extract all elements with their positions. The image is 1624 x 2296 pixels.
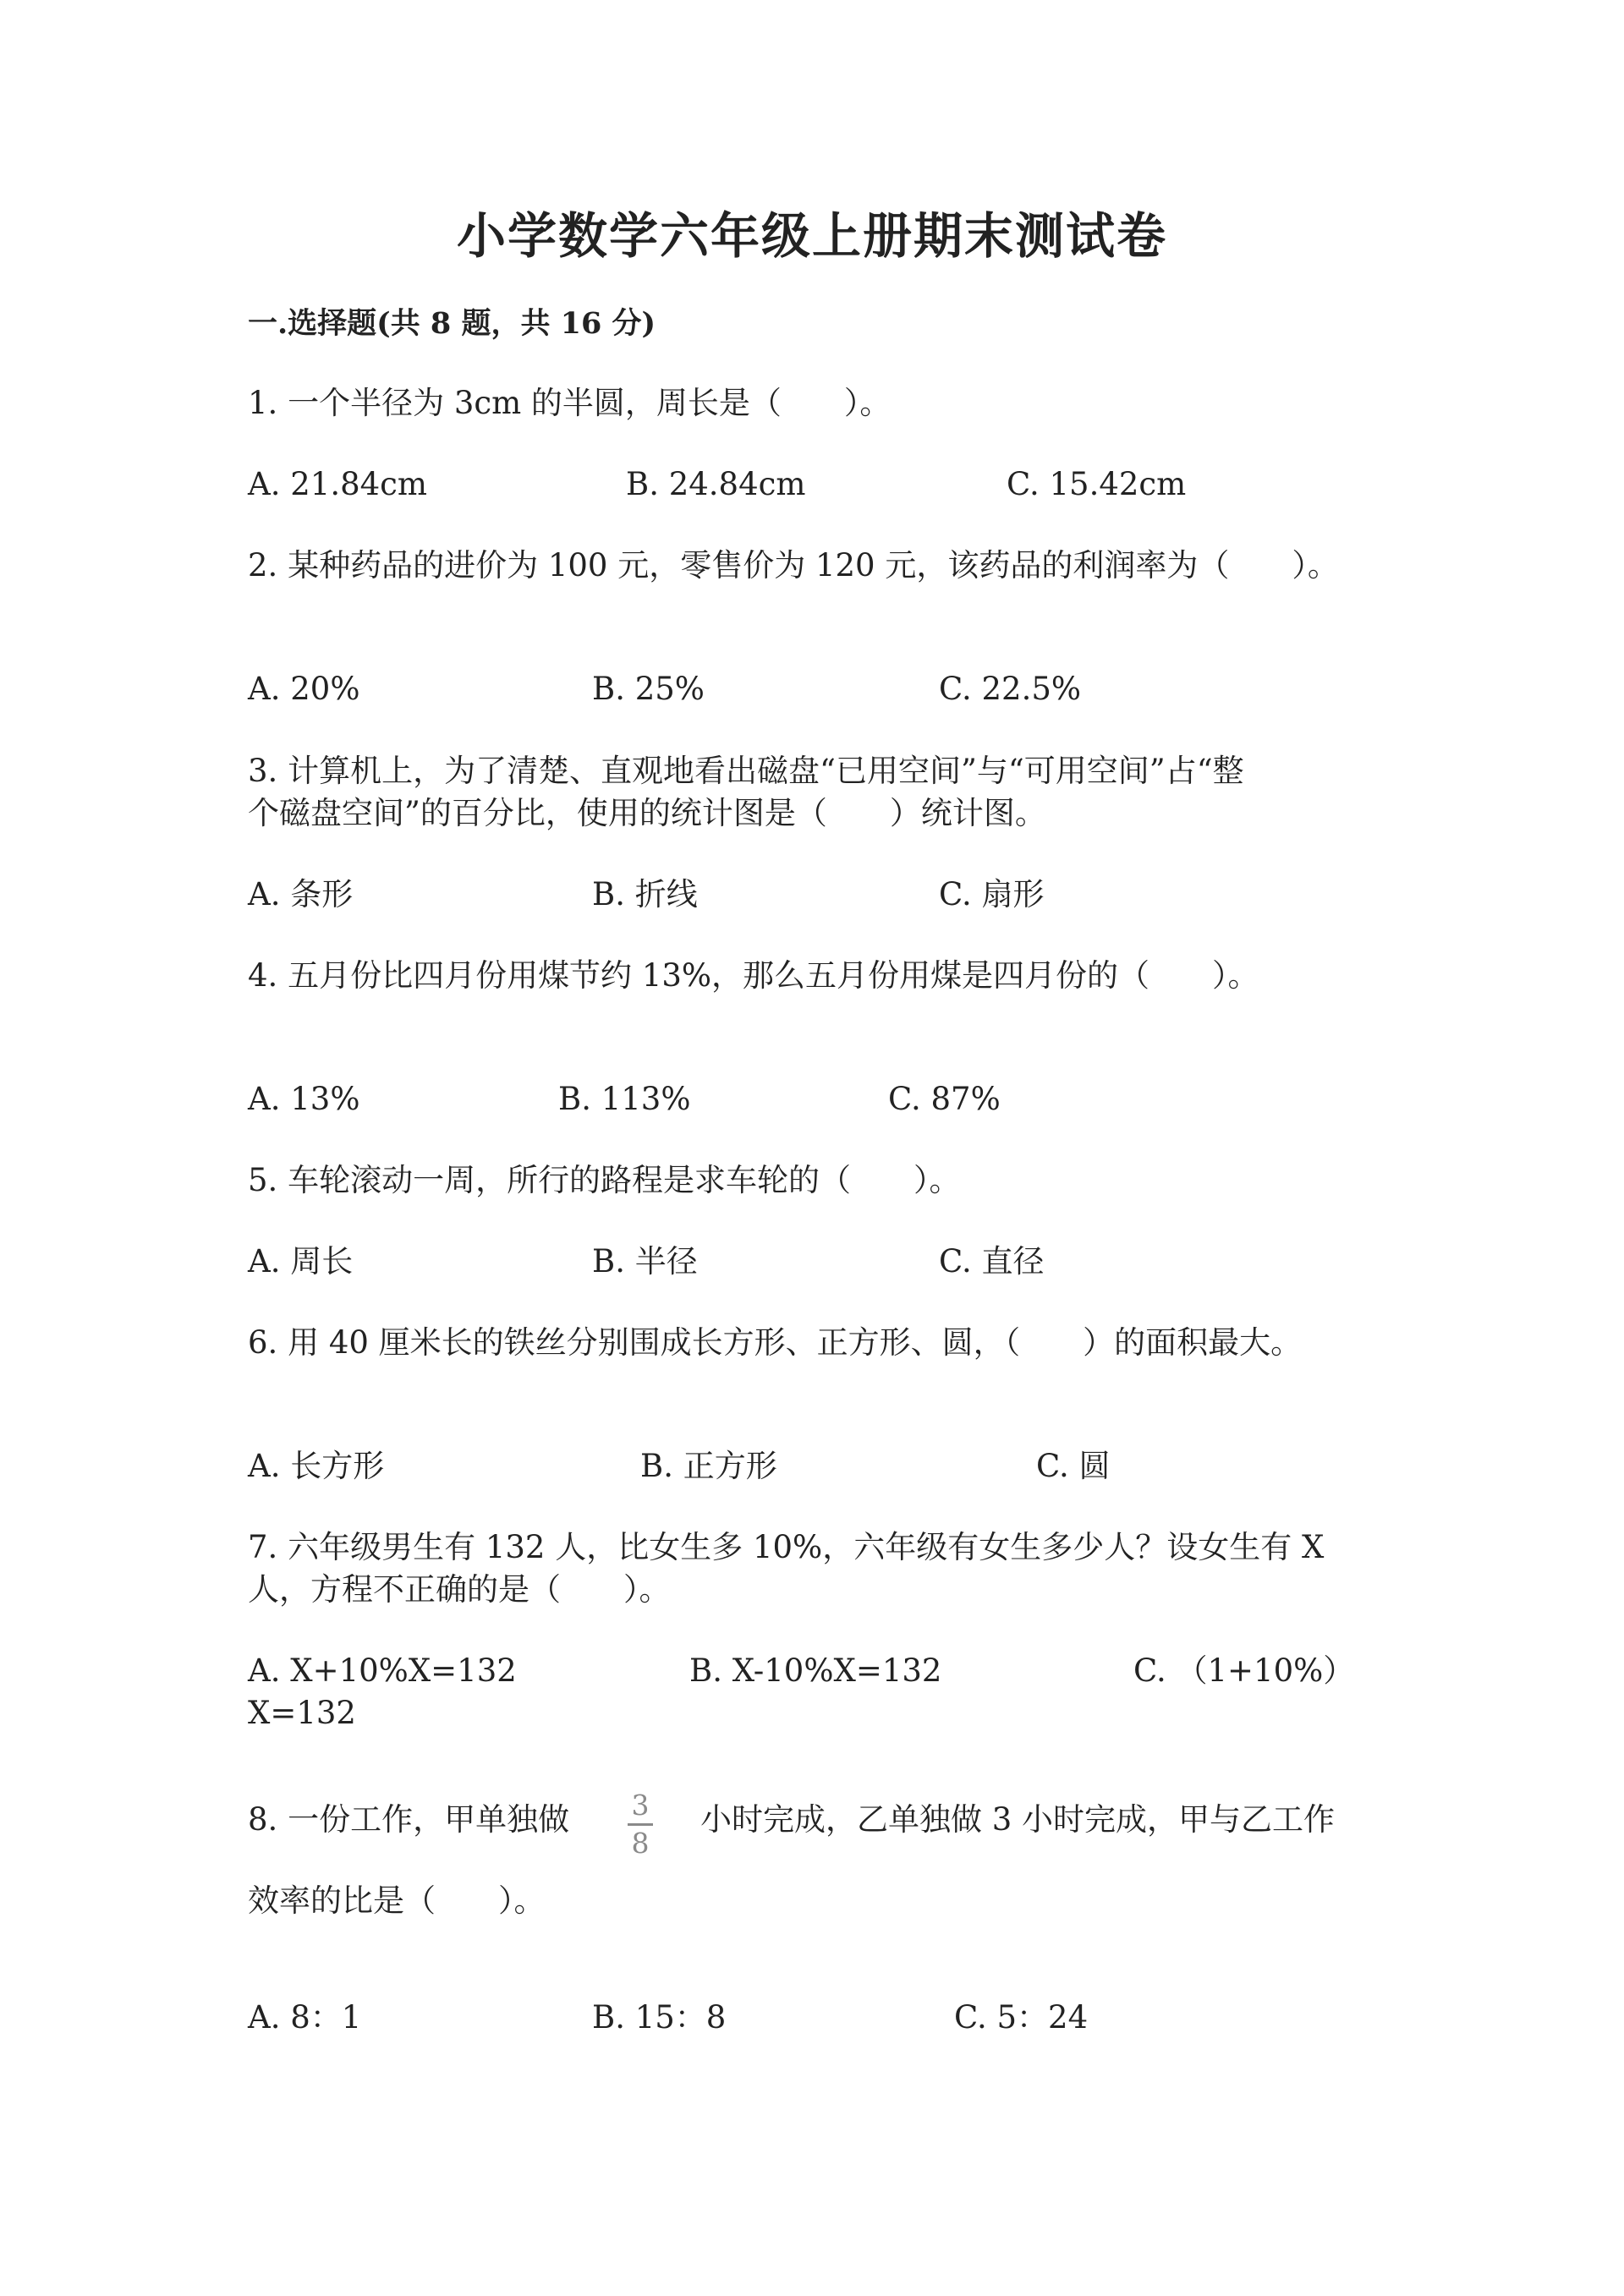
question-3-line-1: 3. 计算机上，为了清楚、直观地看出磁盘“已用空间”与“可用空间”占“整 [248,753,1244,789]
q3-option-a: A. 条形 [248,876,354,912]
q4-option-c: C. 87% [888,1081,1001,1117]
fraction-numerator: 3 [631,1789,650,1822]
q2-option-a: A. 20% [248,671,360,707]
fraction-three-eighths [626,1789,655,1860]
q8-option-a: A. 8：1 [248,1999,362,2036]
q4-option-a: A. 13% [248,1081,360,1117]
q1-option-c: C. 15.42cm [1007,466,1187,502]
q8-option-b: B. 15：8 [592,1999,727,2036]
q5-option-a: A. 周长 [248,1243,354,1280]
question-2: 2. 某种药品的进价为 100 元，零售价为 120 元，该药品的利润率为（ ）。 [248,547,1339,584]
question-4: 4. 五月份比四月份用煤节约 13%，那么五月份用煤是四月份的（ ）。 [248,957,1259,994]
q8-option-c: C. 5：24 [954,1999,1089,2036]
question-5: 5. 车轮滚动一周，所行的路程是求车轮的（ ）。 [248,1162,961,1198]
fraction-denominator: 8 [631,1827,650,1860]
q6-option-b: B. 正方形 [640,1448,777,1484]
q2-option-c: C. 22.5% [939,671,1082,707]
section-heading: 一.选择题(共 8 题，共 16 分) [248,306,656,341]
q7-option-b: B. X-10%X=132 [689,1652,942,1689]
question-8-line-2: 效率的比是（ ）。 [248,1882,546,1919]
q6-option-c: C. 圆 [1036,1448,1111,1484]
question-3-line-2: 个磁盘空间”的百分比，使用的统计图是（ ）统计图。 [248,795,1046,831]
q5-option-b: B. 半径 [592,1243,698,1280]
q4-option-b: B. 113% [558,1081,691,1117]
question-7-line-1: 7. 六年级男生有 132 人，比女生多 10%，六年级有女生多少人？设女生有 X [248,1529,1325,1565]
q3-option-b: B. 折线 [592,876,698,912]
q5-option-c: C. 直径 [939,1243,1045,1280]
page-title: 小学数学六年级上册期末测试卷 [456,207,1167,265]
q6-option-a: A. 长方形 [248,1448,385,1484]
question-6: 6. 用 40 厘米长的铁丝分别围成长方形、正方形、圆，（ ）的面积最大。 [248,1324,1303,1361]
question-7-line-2: 人，方程不正确的是（ ）。 [248,1571,671,1608]
q7-option-c-continued: X=132 [248,1695,356,1731]
q2-option-b: B. 25% [592,671,705,707]
q1-option-a: A. 21.84cm [248,466,427,502]
question-1: 1. 一个半径为 3cm 的半圆，周长是（ ）。 [248,385,892,421]
question-8-line-1-end: 小时完成，乙单独做 3 小时完成，甲与乙工作 [700,1801,1336,1838]
q7-option-c: C. （1+10%） [1133,1652,1355,1689]
q3-option-c: C. 扇形 [939,876,1045,912]
question-8-line-1-start: 8. 一份工作，甲单独做 [248,1801,570,1838]
q7-option-a: A. X+10%X=132 [248,1652,517,1689]
q1-option-b: B. 24.84cm [626,466,806,502]
fraction-bar [628,1823,653,1826]
